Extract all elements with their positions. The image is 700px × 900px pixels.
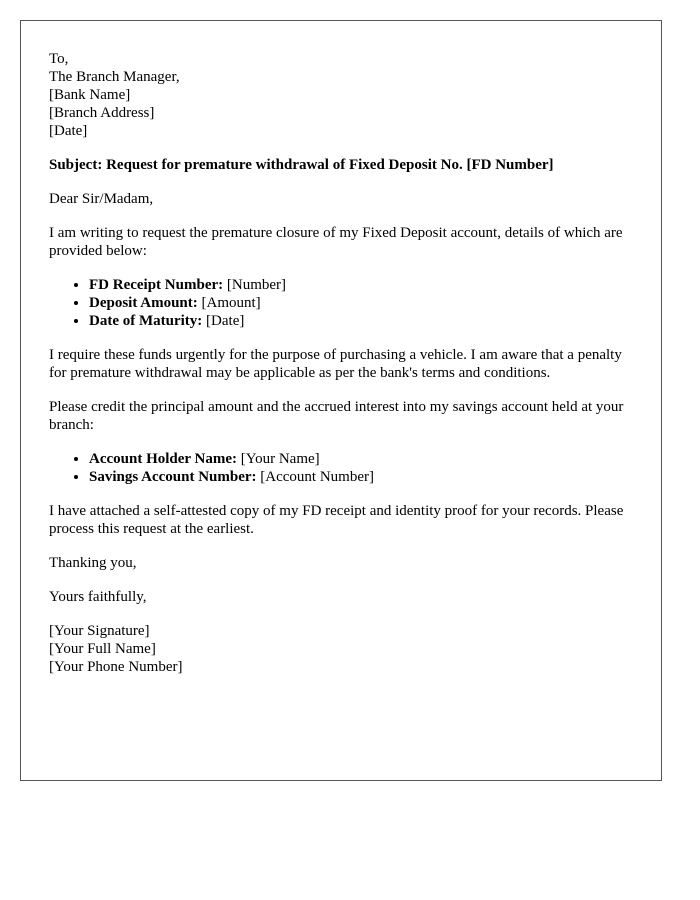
list-item <box>89 468 633 486</box>
account-holder-name-value: [Your Name] <box>237 451 320 467</box>
attachments-paragraph: I have attached a self-attested copy of my FD receipt and identity proof for your records. Please process this request at the earliest. <box>49 503 624 537</box>
signature-block <box>49 622 633 676</box>
signature-placeholder: [Your Signature] <box>49 623 150 639</box>
recipient-date: [Date] <box>49 123 88 139</box>
savings-account-number-value: [Account Number] <box>256 469 374 485</box>
date-of-maturity-value: [Date] <box>202 313 245 329</box>
letter-page <box>20 20 662 781</box>
recipient-title: The Branch Manager, <box>49 69 180 85</box>
phone-number-placeholder: [Your Phone Number] <box>49 659 183 675</box>
recipient-branch-address: [Branch Address] <box>49 105 155 121</box>
fd-details-list <box>49 276 633 330</box>
subject-line: Subject: Request for premature withdrawal of Fixed Deposit No. [FD Number] <box>49 157 554 173</box>
list-item <box>89 276 633 294</box>
list-item <box>89 450 633 468</box>
credit-request-paragraph: Please credit the principal amount and the accrued interest into my savings account held at your branch: <box>49 399 624 433</box>
salutation: Dear Sir/Madam, <box>49 191 154 207</box>
date-of-maturity-label: Date of Maturity: <box>89 313 203 329</box>
reason-paragraph: I require these funds urgently for the purpose of purchasing a vehicle. I am aware that a penalty for premature withdrawal may be applicable as per the bank's terms and conditions. <box>49 347 622 381</box>
fd-receipt-number-value: [Number] <box>223 277 287 293</box>
full-name-placeholder: [Your Full Name] <box>49 641 156 657</box>
deposit-amount-value: [Amount] <box>197 295 261 311</box>
fd-receipt-number-label: FD Receipt Number: <box>89 277 224 293</box>
recipient-to: To, <box>49 51 69 67</box>
savings-account-number-label: Savings Account Number: <box>89 469 257 485</box>
recipient-bank-name: [Bank Name] <box>49 87 131 103</box>
account-details-list <box>49 450 633 486</box>
thanks-line: Thanking you, <box>49 555 137 571</box>
recipient-address-block <box>49 50 633 140</box>
account-holder-name-label: Account Holder Name: <box>89 451 238 467</box>
deposit-amount-label: Deposit Amount: <box>89 295 198 311</box>
list-item <box>89 294 633 312</box>
list-item <box>89 312 633 330</box>
intro-paragraph: I am writing to request the premature closure of my Fixed Deposit account, details of which are provided below: <box>49 225 623 259</box>
closing-line: Yours faithfully, <box>49 589 147 605</box>
